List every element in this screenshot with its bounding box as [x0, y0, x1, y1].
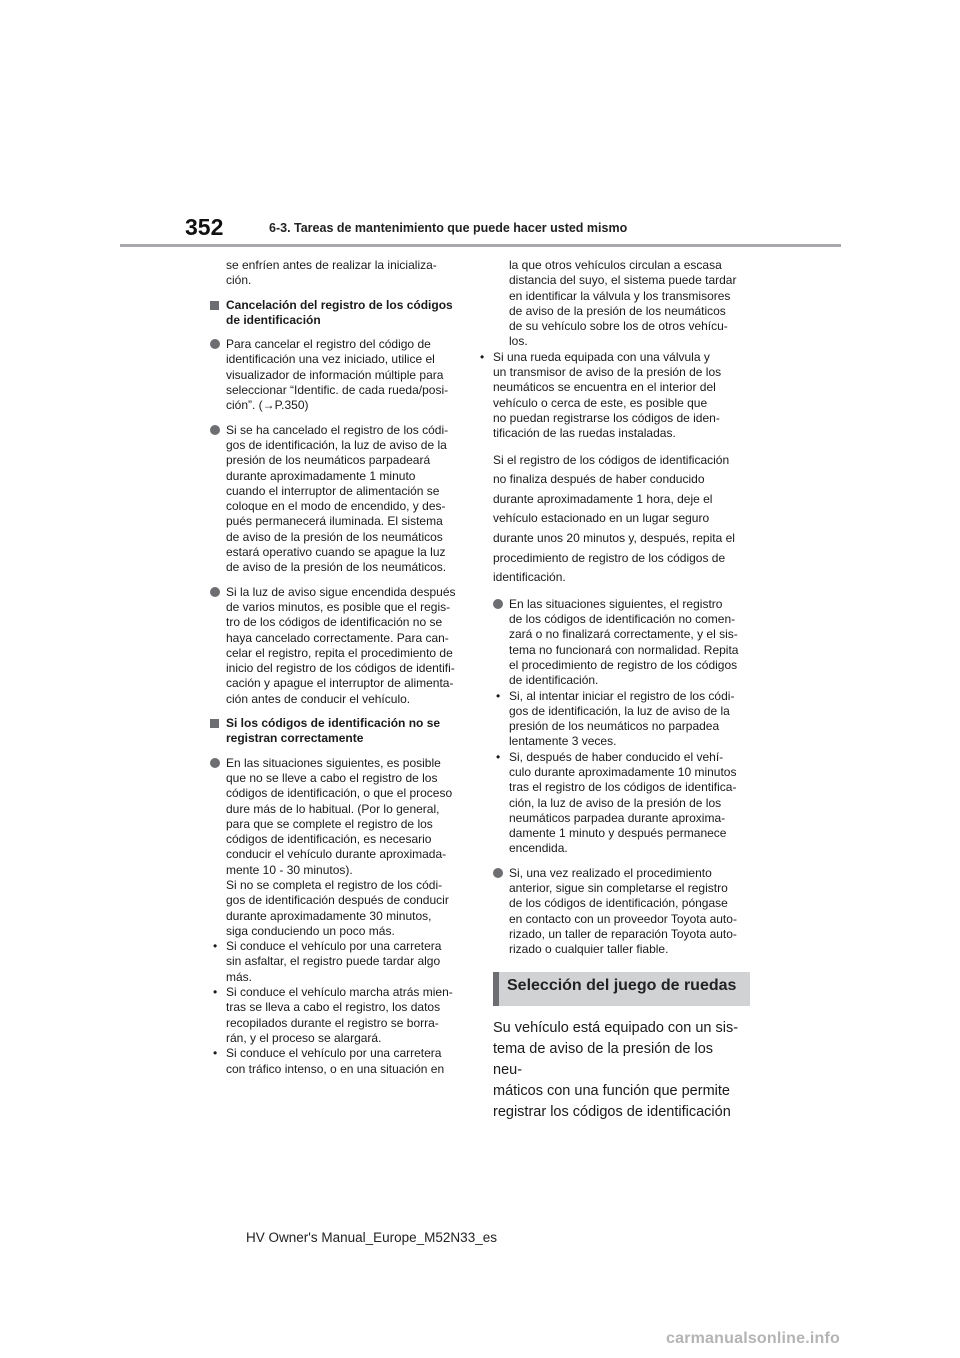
text-line: haya cancelado correctamente. Para can-	[226, 630, 449, 645]
footer-manual-name: HV Owner's Manual_Europe_M52N33_es	[246, 1230, 497, 1245]
text-line: con tráfico intenso, o en una situación en	[226, 1061, 445, 1076]
text-line: más.	[226, 969, 253, 984]
right-column	[480, 258, 743, 1123]
dot-marker: •	[213, 939, 218, 954]
text-line: cación y apague el interruptor de alimenta-	[226, 676, 454, 691]
text-line: cuando el interruptor de alimentación se	[226, 483, 440, 498]
text-line: códigos de identificación, o que el proceso	[226, 786, 453, 801]
sub-item	[477, 350, 743, 442]
text-line: que no se lleve a cabo el registro de los	[226, 770, 438, 785]
bullet-item	[493, 866, 743, 958]
paragraph	[493, 451, 743, 588]
text-line: Si se ha cancelado el registro de los códi-	[226, 422, 449, 437]
text-line: de aviso de la presión de los neumáticos	[226, 529, 443, 544]
text-line: registran correctamente	[226, 731, 364, 746]
circle-bullet-icon	[210, 425, 220, 435]
text-line: un transmisor de aviso de la presión de los	[493, 365, 722, 380]
sub-item	[210, 985, 460, 1046]
sub-item	[210, 939, 460, 985]
text-line: Si la luz de aviso sigue encendida después	[226, 584, 456, 599]
text-line: zará o no finalizará correctamente, y el sis-	[509, 627, 738, 642]
text-line: conducir el vehículo durante aproximada-	[226, 847, 447, 862]
bullet-text	[509, 597, 743, 689]
square-marker-icon	[210, 301, 219, 310]
text-line: tras se lleva a cabo el registro, los datos	[226, 1000, 441, 1015]
bullet-item	[210, 756, 460, 1077]
intro-text	[210, 258, 460, 289]
text-line: tema de aviso de la presión de los neu-	[493, 1040, 714, 1078]
text-line: ción antes de conducir el vehículo.	[226, 691, 411, 706]
section-intro	[493, 1018, 743, 1123]
text-line: de aviso de la presión de los neumáticos	[509, 303, 726, 318]
text-line: de identificación	[226, 312, 321, 327]
text-line: anterior, sigue sin completarse el registro	[509, 881, 728, 896]
text-line: de su vehículo sobre los de otros vehícu-	[509, 319, 728, 334]
bullet-item	[210, 337, 460, 413]
text-line: tras el registro de los códigos de identifica-	[509, 780, 737, 795]
text-line: rizado, un taller de reparación Toyota auto-	[509, 926, 737, 941]
text-line: gos de identificación después de conducir	[226, 893, 449, 908]
text-line: Si, después de haber conducido el vehí-	[509, 749, 724, 764]
text-line: durante unos 20 minutos y, después, repita el	[493, 530, 735, 545]
text-line: de varios minutos, es posible que el regis-	[226, 599, 451, 614]
page-number: 352	[185, 214, 224, 240]
text-line: celar el registro, repita el procedimiento de	[226, 645, 453, 660]
text-line: inicio del registro de los códigos de identifi-	[226, 661, 455, 676]
circle-bullet-icon	[210, 758, 220, 768]
text-line: En las situaciones siguientes, el registro	[509, 596, 723, 611]
text-line: durante aproximadamente 1 hora, deje el	[493, 491, 713, 506]
circle-bullet-icon	[493, 599, 503, 609]
continued-text	[480, 258, 743, 442]
text-line: estará operativo cuando se apague la luz	[226, 545, 446, 560]
text-line: los.	[509, 334, 528, 349]
text-line: seleccionar “Identific. de cada rueda/posi-	[226, 383, 449, 398]
text-line: de los códigos de identificación no comen-	[509, 612, 736, 627]
text-line: coloque en el modo de encendido, y des-	[226, 499, 446, 514]
text-line: dure más de lo habitual. (Por lo general,	[226, 801, 440, 816]
text-line: ción.	[226, 273, 252, 288]
text-line: damente 1 minuto y después permanece	[509, 826, 727, 841]
text-line: recopilados durante el registro se borra-	[226, 1015, 439, 1030]
heading-not-registered	[210, 716, 460, 747]
dot-marker: •	[213, 1046, 218, 1061]
text-line: no finaliza después de haber conducido	[493, 472, 705, 487]
text-line: la que otros vehículos circulan a escasa	[509, 258, 722, 272]
text-line: de aviso de la presión de los neumáticos.	[226, 560, 447, 575]
text-line: el procedimiento de registro de los códigos	[509, 657, 738, 672]
text-line: tema no funcionará con normalidad. Repita	[509, 642, 739, 657]
text-line: procedimiento de registro de los códigos de	[493, 550, 726, 565]
dot-marker: •	[213, 985, 218, 1000]
text-line: identificación.	[493, 570, 566, 585]
text-line: encendida.	[509, 841, 568, 856]
sub-item	[493, 750, 743, 857]
text-line: Si conduce el vehículo por una carretera	[226, 939, 442, 954]
text-line: registrar los códigos de identificación	[493, 1103, 731, 1120]
text-line: distancia del suyo, el sistema puede tardar	[509, 273, 737, 288]
text-line: máticos con una función que permite	[493, 1082, 730, 1099]
bullet-text	[226, 756, 460, 940]
text-line: para que se complete el registro de los	[226, 816, 433, 831]
text-line: gos de identificación, la luz de aviso de la	[226, 437, 447, 452]
text-line: ción, la luz de aviso de la presión de los	[509, 795, 722, 810]
text-line: pués permanecerá iluminada. El sistema	[226, 514, 443, 529]
text-line: mente 10 - 30 minutos).	[226, 862, 353, 877]
dot-marker: •	[480, 349, 485, 364]
text-line: tificación de las ruedas instaladas.	[493, 426, 676, 441]
text-line: Si una rueda equipada con una válvula y	[493, 349, 710, 364]
text-line: identificación una vez iniciado, utilice el	[226, 352, 435, 367]
text-line: neumáticos se encuentra en el interior del	[493, 380, 716, 395]
text-line: presión de los neumáticos parpadeará	[226, 453, 431, 468]
sub-item	[493, 689, 743, 750]
heading-cancel-registration	[210, 298, 460, 329]
bullet-text	[226, 337, 460, 413]
text-line: En las situaciones siguientes, es posible	[226, 755, 441, 770]
bullet-text	[226, 585, 460, 707]
text-line: neumáticos parpadea durante aproxima-	[509, 810, 726, 825]
text-line: rizado o cualquier taller fiable.	[509, 942, 669, 957]
circle-bullet-icon	[210, 587, 220, 597]
heading-text	[226, 716, 460, 747]
watermark: carmanualsonline.info	[666, 1330, 841, 1347]
text-line: vehículo estacionado en un lugar seguro	[493, 511, 710, 526]
bullet-text	[509, 866, 743, 958]
section-banner	[493, 972, 750, 1006]
text-line: códigos de identificación, es necesario	[226, 832, 432, 847]
text-line: de los códigos de identificación, póngase	[509, 896, 728, 911]
text-line: en identificar la válvula y los transmisores	[509, 288, 731, 303]
bullet-item	[210, 423, 460, 576]
text-line: Si conduce el vehículo marcha atrás mien-	[226, 985, 453, 1000]
text-line: durante aproximadamente 1 minuto	[226, 468, 416, 483]
text-line: en contacto con un proveedor Toyota auto-	[509, 911, 737, 926]
circle-bullet-icon	[493, 868, 503, 878]
text-line: culo durante aproximadamente 10 minutos	[509, 764, 737, 779]
text-line: Su vehículo está equipado con un sis-	[493, 1019, 739, 1036]
left-column	[210, 258, 460, 1086]
text-line: de identificación.	[509, 673, 599, 688]
bullet-item	[493, 597, 743, 857]
text-line: durante aproximadamente 30 minutos,	[226, 908, 432, 923]
sub-list	[493, 689, 743, 857]
text-line: presión de los neumáticos no parpadea	[509, 719, 720, 734]
circle-bullet-icon	[210, 339, 220, 349]
continued-lines	[493, 258, 743, 350]
text-line: sin asfaltar, el registro puede tardar algo	[226, 954, 441, 969]
text-line: Para cancelar el registro del código de	[226, 337, 431, 352]
dot-marker: •	[496, 749, 501, 764]
text-line: no puedan registrarse los códigos de iden-	[493, 410, 720, 425]
text-line: Si, al intentar iniciar el registro de los códi-	[509, 688, 735, 703]
section-title: 6-3. Tareas de mantenimiento que puede hacer usted mismo	[269, 221, 628, 235]
text-line: se enfríen antes de realizar la inicializa-	[226, 258, 437, 272]
text-line: visualizador de información múltiple para	[226, 367, 444, 382]
bullet-item	[210, 585, 460, 707]
text-line: Si, una vez realizado el procedimiento	[509, 865, 712, 880]
sub-item	[210, 1046, 460, 1077]
text-line: Si conduce el vehículo por una carretera	[226, 1046, 442, 1061]
text-line: Si no se completa el registro de los códi-	[226, 877, 443, 892]
text-line: Si los códigos de identificación no se	[226, 716, 441, 731]
text-line: lentamente 3 veces.	[509, 734, 617, 749]
dot-marker: •	[496, 688, 501, 703]
text-line: siga conduciendo un poco más.	[226, 923, 395, 938]
text-line: gos de identificación, la luz de aviso de la	[509, 703, 730, 718]
bullet-text	[226, 423, 460, 576]
text-line: tro de los códigos de identificación no se	[226, 615, 443, 630]
banner-accent-bar	[493, 972, 499, 1006]
header-rule	[120, 244, 841, 247]
text-line: ción”. (→P.350)	[226, 398, 309, 413]
banner-title: Selección del juego de ruedas	[507, 976, 737, 994]
text-line: vehículo o cerca de este, es posible que	[493, 395, 708, 410]
sub-list	[210, 939, 460, 1077]
text-line: Si el registro de los códigos de identificación	[493, 452, 730, 467]
heading-text	[226, 298, 460, 329]
sub-list	[480, 349, 743, 442]
square-marker-icon	[210, 719, 219, 728]
text-line: rán, y el proceso se alargará.	[226, 1030, 382, 1045]
text-line: Cancelación del registro de los códigos	[226, 297, 453, 312]
